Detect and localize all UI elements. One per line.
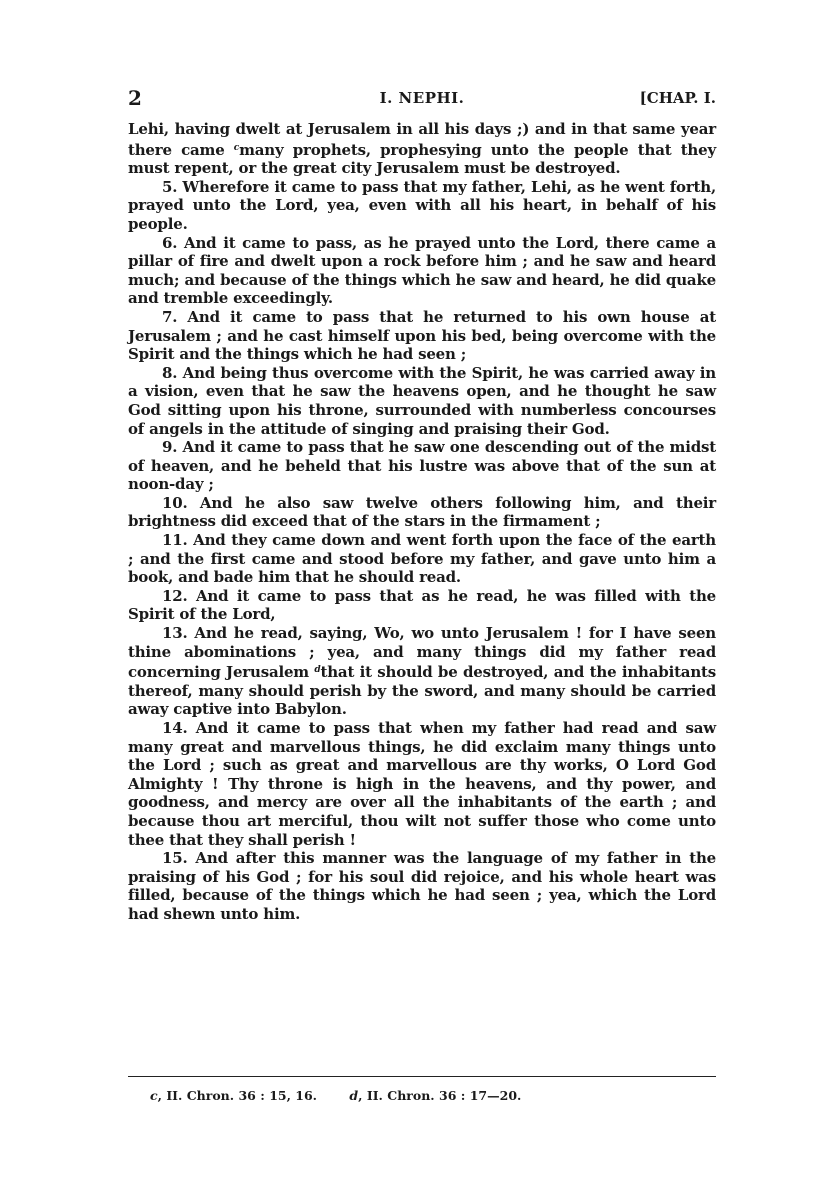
page-number: 2	[128, 86, 142, 110]
verse-10: 10. And he also saw twelve others following him, and their brightness did exceed that of the stars in the firmament ;	[128, 493, 716, 531]
verse-13: 13. And he read, saying, Wo, wo unto Jerusalem ! for I have seen thine abominations ; yea, and many things did my father read concerning Jerusalem $^d$that it should be destroyed, and the inhabitants thereof, many should perish by the sword, and many should be carried away captive into Babylon.	[128, 624, 716, 719]
verse-9: 9. And it came to pass that he saw one descending out of the midst of heaven, and he beheld that his lustre was above that of the sun at noon-day ;	[128, 438, 716, 494]
verse-5: 5. Wherefore it came to pass that my father, Lehi, as he went forth, prayed unto the Lord, yea, even with all his heart, in behalf of his people.	[128, 177, 716, 233]
verse-11: 11. And they came down and went forth upon the face of the earth ; and the first came and stood before my father, and gave unto him a book, and bade him that he should read.	[128, 531, 716, 587]
footnote-ref-c: c	[233, 142, 240, 153]
footnote-d: d, II. Chron. 36 : 17—20.	[349, 1088, 522, 1103]
chapter-label: [ CHAP. I.	[640, 89, 716, 107]
body-text	[128, 120, 716, 924]
page-header	[128, 86, 716, 110]
verse-7: 7. And it came to pass that he returned to his own house at Jerusalem ; and he cast himself upon his bed, being overcome with the Spirit and the things which he had seen ;	[128, 307, 716, 364]
running-title: I. NEPHI.	[379, 89, 465, 107]
verse-12: 12. And it came to pass that as he read, he was filled with the Spirit of the Lord,	[128, 586, 716, 624]
verse-14: 14. And it came to pass that when my father had read and saw many great and marvellous things, he did exclaim many things unto the Lord ; such as great and marvellous are thy works, O Lord God Almighty ! Thy throne is high in the heavens, and thy power, and goodness, and mercy are over all the inhabitants of the earth ; and because thou art merciful, thou wilt not suffer those who come unto thee that they shall perish !	[128, 719, 716, 849]
verse-8: 8. And being thus overcome with the Spirit, he was carried away in a vision, even that he saw the heavens open, and he thought he saw God sitting upon his throne, surrounded with numberless concourses of angels in the attitude of singing and praising their God.	[128, 363, 716, 438]
verse-15: 15. And after this manner was the language of my father in the praising of his God ; for his soul did rejoice, and his whole heart was filled, because of the things which he had seen ; yea, which the Lord had shewn unto him.	[128, 849, 716, 923]
footnote-ref-d: d	[314, 665, 321, 676]
footnote-divider	[128, 1076, 716, 1077]
paragraph-continuation: Lehi, having dwelt at Jerusalem in all his days ;) and in that same year there came $^c$many prophets, prophesying unto the people that they must repent, or the great city Jerusalem must be destroyed.	[128, 120, 716, 178]
verse-6: 6. And it came to pass, as he prayed unto the Lord, there came a pillar of fire and dwelt upon a rock before him ; and he saw and heard much; and because of the things which he saw and heard, he did quake and tremble exceedingly.	[128, 233, 716, 308]
footnotes	[150, 1088, 549, 1103]
footnote-c: c, II. Chron. 36 : 15, 16.	[150, 1088, 318, 1103]
